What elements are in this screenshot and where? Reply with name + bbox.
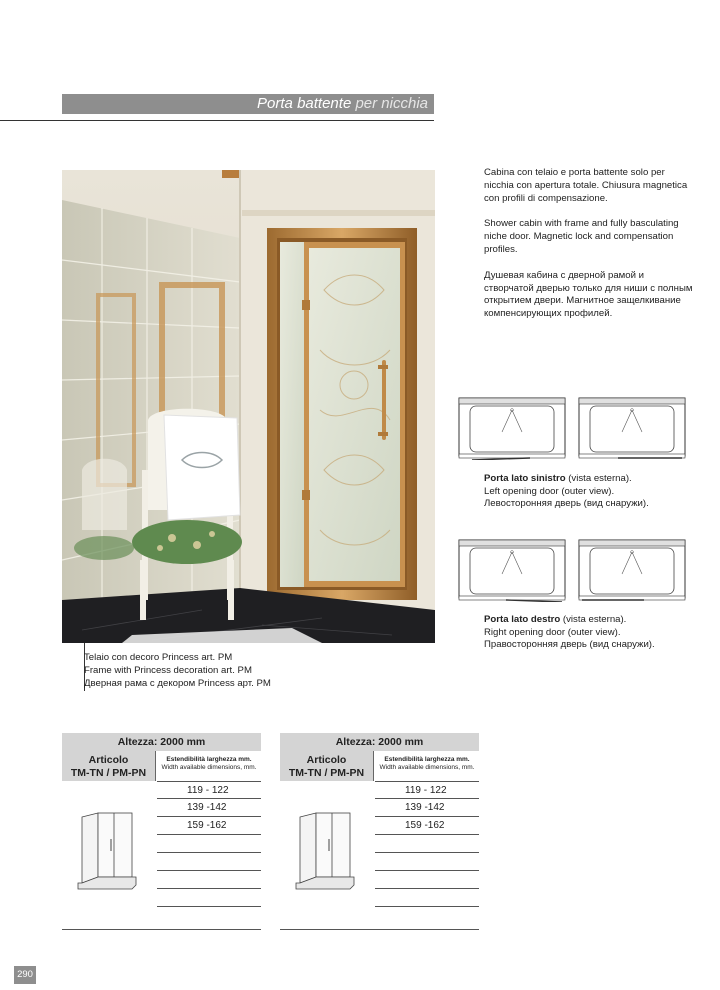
product-photo <box>62 170 435 643</box>
spec-dim-header <box>157 751 261 781</box>
right-door-english: Right opening door (outer view). <box>484 626 621 638</box>
left-door-diagram-open <box>578 396 686 460</box>
left-door-diagrams <box>458 396 688 462</box>
left-door-title: Porta lato sinistro (vista esterna). <box>484 473 632 484</box>
spec-table-2 <box>280 733 479 931</box>
photo-caption-russian: Дверная рама с декором Princess арт. PM <box>84 677 271 689</box>
spec-dim-header-en: Width available dimensions, mm. <box>161 764 257 771</box>
left-door-diagram-closed <box>458 396 566 460</box>
cabin-sketch <box>76 811 138 891</box>
spec-dim-row <box>157 835 261 853</box>
photo-caption <box>84 652 271 690</box>
spec-height-label: Altezza: 2000 mm <box>62 733 261 751</box>
spec-dim-row <box>375 853 479 871</box>
spec-dim-row <box>157 853 261 871</box>
left-door-english: Left opening door (outer view). <box>484 485 615 497</box>
spec-dim-row <box>157 871 261 889</box>
spec-baseline <box>280 929 479 930</box>
spec-dim-rows <box>375 781 479 907</box>
spec-dim-row: 159 -162 <box>375 817 479 835</box>
photo-caption-english: Frame with Princess decoration art. PM <box>84 664 252 676</box>
section-title-bar <box>62 94 434 114</box>
spec-article-label: Articolo <box>88 754 129 766</box>
spec-article-codes: TM-TN / PM-PN <box>70 767 147 779</box>
section-title-bold: Porta battente <box>257 95 352 112</box>
right-door-diagram-open <box>578 538 686 602</box>
right-door-caption <box>484 614 694 652</box>
right-door-diagrams <box>458 538 688 604</box>
spec-dim-row: 139 -142 <box>157 799 261 817</box>
description-italian: Cabina con telaio e porta battente solo per nicchia con apertura totale. Chiusura magnetica con profili di compensazione. <box>484 167 688 204</box>
spec-article <box>62 751 155 781</box>
spec-baseline <box>62 929 261 930</box>
spec-dim-header-en: Width available dimensions, mm. <box>379 764 475 771</box>
section-title <box>257 94 428 114</box>
product-description <box>484 167 694 334</box>
right-door-russian: Правосторонняя дверь (вид снаружи). <box>484 639 655 651</box>
spec-dim-row: 159 -162 <box>157 817 261 835</box>
right-door-diagram-closed <box>458 538 566 602</box>
right-door-title: Porta lato destro (vista esterna). <box>484 614 627 625</box>
spec-divider <box>373 751 374 781</box>
spec-dim-row <box>375 889 479 907</box>
spec-dim-rows <box>157 781 261 907</box>
spec-dim-header-it: Estendibilità larghezza mm. <box>166 756 252 763</box>
title-underline <box>0 120 434 121</box>
spec-article-label: Articolo <box>306 754 347 766</box>
spec-article-codes: TM-TN / PM-PN <box>288 767 365 779</box>
cabin-sketch <box>294 811 356 891</box>
left-door-russian: Левосторонняя дверь (вид снаружи). <box>484 498 649 510</box>
section-title-light: per nicchia <box>355 95 428 112</box>
spec-dim-header-it: Estendibilità larghezza mm. <box>384 756 470 763</box>
description-english: Shower cabin with frame and fully basculating niche door. Magnetic lock and compensation profiles. <box>484 218 679 255</box>
spec-dim-row <box>375 871 479 889</box>
spec-dim-row: 139 -142 <box>375 799 479 817</box>
spec-dim-row <box>375 835 479 853</box>
spec-dim-row: 119 - 122 <box>375 781 479 799</box>
spec-dim-row <box>157 889 261 907</box>
spec-dim-row: 119 - 122 <box>157 781 261 799</box>
page-number: 290 <box>14 966 36 984</box>
spec-dim-header <box>375 751 479 781</box>
description-russian: Душевая кабина с дверной рамой и створчатой дверью только для ниши с полным открытием двери. Магнитное защелкивание компенсирующих профилей. <box>484 269 693 320</box>
left-door-caption <box>484 473 694 511</box>
spec-article <box>280 751 373 781</box>
spec-divider <box>155 751 156 781</box>
photo-caption-italian: Telaio con decoro Princess art. PM <box>84 652 233 663</box>
spec-height-label: Altezza: 2000 mm <box>280 733 479 751</box>
spec-table-1 <box>62 733 261 931</box>
